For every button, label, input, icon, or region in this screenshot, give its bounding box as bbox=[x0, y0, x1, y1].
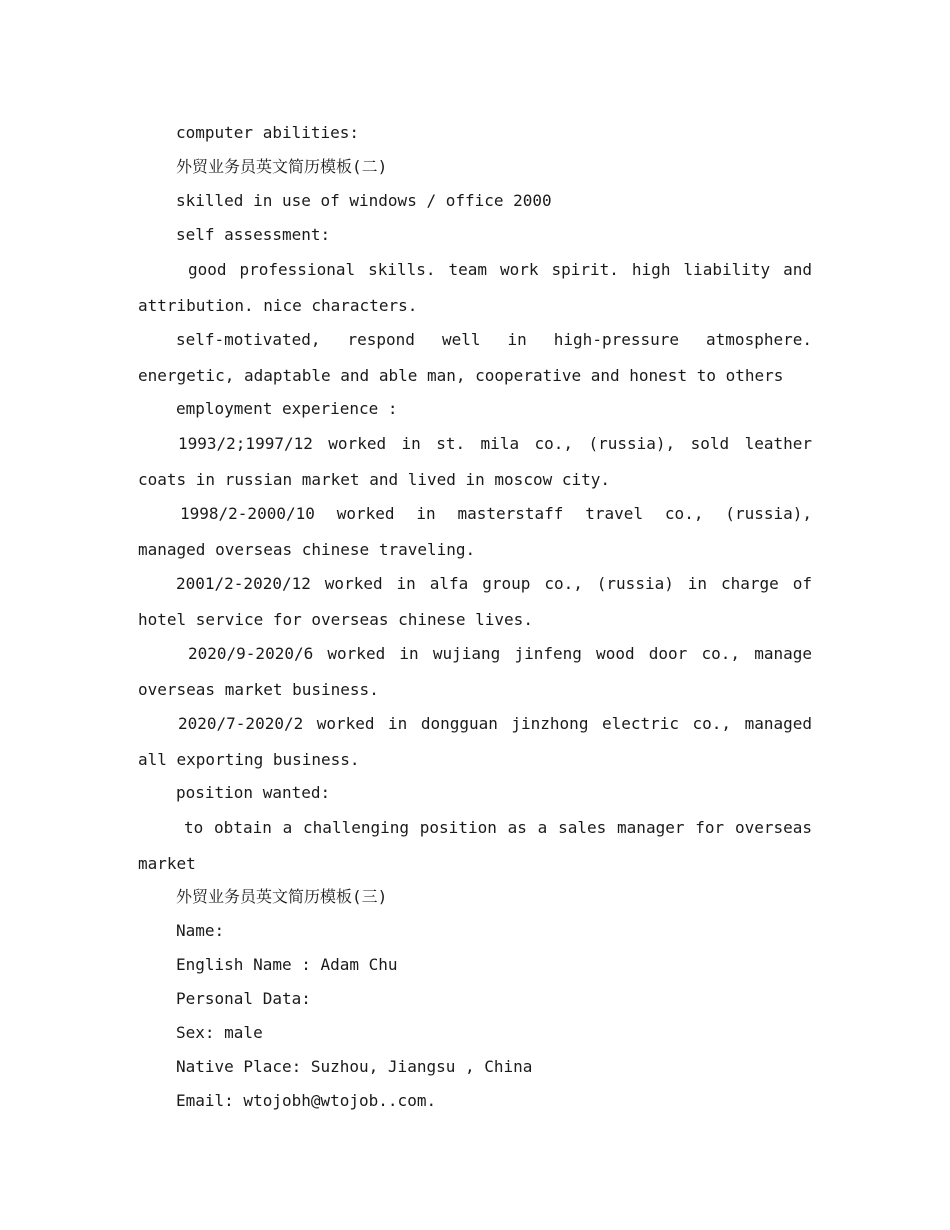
job-entry-2: 1998/2-2000/10 worked in masterstaff travel co., (russia), managed overseas chinese traveling. bbox=[138, 504, 812, 559]
job-entry-5: 2020/7-2020/2 worked in dongguan jinzhong electric co., managed all exporting business. bbox=[138, 714, 812, 769]
heading-employment-experience: employment experience : bbox=[176, 399, 398, 418]
template-two-title: 外贸业务员英文简历模板(二) bbox=[176, 157, 388, 176]
skills-line: skilled in use of windows / office 2000 bbox=[176, 191, 552, 210]
assessment-paragraph-1: good professional skills. team work spirit. high liability and attribution. nice characters. bbox=[138, 260, 812, 315]
template-three-title: 外贸业务员英文简历模板(三) bbox=[176, 887, 388, 906]
personal-data-heading: Personal Data: bbox=[176, 989, 311, 1008]
name-line: Name: bbox=[176, 921, 225, 940]
heading-position-wanted: position wanted: bbox=[176, 783, 331, 802]
document-body bbox=[138, 116, 812, 1118]
position-paragraph: to obtain a challenging position as a sales manager for overseas market bbox=[138, 818, 812, 873]
native-place-line: Native Place: Suzhou, Jiangsu , China bbox=[176, 1057, 533, 1076]
heading-self-assessment: self assessment: bbox=[176, 225, 331, 244]
job-entry-1: 1993/2;1997/12 worked in st. mila co., (russia), sold leather coats in russian market and lived in moscow city. bbox=[138, 434, 812, 489]
sex-line: Sex: male bbox=[176, 1023, 263, 1042]
job-entry-3: 2001/2-2020/12 worked in alfa group co., (russia) in charge of hotel service for overseas chinese lives. bbox=[138, 574, 812, 629]
assessment-paragraph-2: self-motivated, respond well in high-pressure atmosphere. energetic, adaptable and able man, cooperative and honest to others bbox=[138, 330, 812, 385]
heading-computer-abilities: computer abilities: bbox=[176, 123, 360, 142]
job-entry-4: 2020/9-2020/6 worked in wujiang jinfeng wood door co., manage overseas market business. bbox=[138, 644, 812, 699]
email-line: Email: wtojobh@wtojob..com. bbox=[176, 1091, 437, 1110]
english-name-line: English Name : Adam Chu bbox=[176, 955, 398, 974]
